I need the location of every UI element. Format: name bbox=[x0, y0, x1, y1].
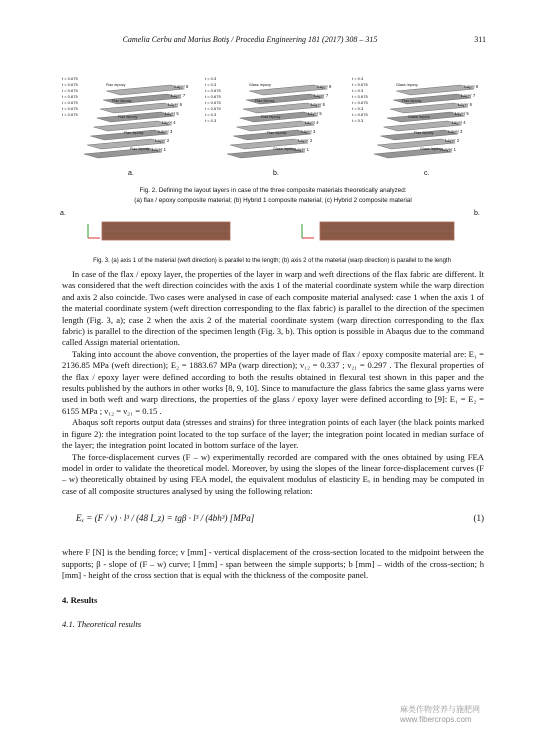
specimen-mesh-b bbox=[298, 212, 458, 242]
watermark-line2: www.fibercrops.com bbox=[400, 715, 472, 724]
material-label: Flax /epoxy bbox=[124, 131, 144, 135]
layer-label: Layer 5 bbox=[307, 111, 322, 116]
paragraph-1: In case of the flax / epoxy layer, the properties of the layer in warp and weft directions of the flax fabric are different. It was considered that the weft direction coincides with the axis 1 of the material coordinate system while the warp direction and axis 2 also coincide. Two cases were analysed in case of each composite material analysed: case 1 when the axis 1 of the material coordinate system (weft direction corresponding to the flax fabric) is parallel to the direction of the specimen length (Fig. 3, a); case 2 when the axis 2 of the material coordinate system (warp direction corresponding to the flax fabric) is parallel to the direction of the specimen length (Fig. 3, b). This option is possible in Abaqus due to the command called Assign material orientation. bbox=[62, 269, 484, 348]
figure-3-label-a: a. bbox=[60, 210, 66, 217]
figure-2-caption bbox=[60, 186, 486, 206]
layer-label: Layer 5 bbox=[164, 111, 179, 116]
material-label: Flax /epoxy bbox=[130, 147, 150, 151]
material-label: Glass /epoxy bbox=[420, 147, 442, 151]
layer-label: Layer 1 bbox=[295, 147, 309, 152]
thickness-label: t = 0.675 bbox=[352, 100, 368, 105]
layer-label: Layer 7 bbox=[461, 93, 476, 98]
section-heading: 4. Results bbox=[62, 595, 98, 606]
thickness-label: t = 0.3 bbox=[352, 106, 364, 111]
thickness-label: t = 0.3 bbox=[205, 76, 217, 81]
layer-label: Layer 5 bbox=[454, 111, 469, 116]
material-label: Flax /epoxy bbox=[402, 99, 422, 103]
thickness-label: t = 0.675 bbox=[62, 94, 78, 99]
layer-label: Layer 6 bbox=[311, 102, 325, 107]
paragraph-4: The force-displacement curves (F – w) experimentally recorded are compared with the ones obtained by using FEA model in order to validate the theoretical model. Moreover, by using the slopes of the linear force-displacement curves (F – w) theoretically obtained by using FEA model, the equivalent modulus of elasticity Eₓ in bending may be computed in case of all composite structures analysed by using the following relation: bbox=[62, 451, 484, 496]
figure-2-caption-line1: Fig. 2. Defining the layout layers in case of the three composite materials theoretically analyzed: bbox=[139, 187, 407, 194]
thickness-label: t = 0.675 bbox=[62, 112, 78, 117]
watermark bbox=[400, 705, 480, 725]
thickness-label: t = 0.3 bbox=[205, 112, 217, 117]
figure-3-label-b: b. bbox=[474, 210, 480, 217]
thickness-label: t = 0.3 bbox=[352, 76, 364, 81]
layer-label: Layer 6 bbox=[168, 102, 182, 107]
layer-label: Layer 1 bbox=[442, 147, 456, 152]
material-label: Glass /epoxy bbox=[396, 83, 418, 87]
layer-stack-diagram-b bbox=[203, 58, 343, 168]
layer-label: Layer 8 bbox=[174, 84, 189, 89]
material-label: Glass /epoxy bbox=[273, 147, 295, 151]
thickness-label: t = 0.675 bbox=[62, 76, 78, 81]
layer-label: Layer 4 bbox=[451, 120, 466, 125]
layer-label: Layer 7 bbox=[171, 93, 186, 98]
thickness-label: t = 0.675 bbox=[205, 100, 221, 105]
body-text bbox=[62, 269, 484, 630]
watermark-line1: 麻类作物营养与施肥网 bbox=[400, 705, 480, 714]
figure-3 bbox=[60, 208, 486, 248]
equation-1 bbox=[62, 503, 484, 539]
thickness-label: t = 0.675 bbox=[205, 88, 221, 93]
material-label: Flax /epoxy bbox=[414, 131, 434, 135]
layer-label: Layer 1 bbox=[152, 147, 166, 152]
figure-2-panel-a bbox=[60, 58, 200, 168]
layer-label: Layer 3 bbox=[158, 129, 173, 134]
figure-3-caption: Fig. 3. (a) axis 1 of the material (weft direction) is parallel to the length; (b) axis 2 of the material (warp direction) is parallel to the length bbox=[93, 258, 451, 264]
paragraph-5: where F [N] is the bending force; v [mm] - vertical displacement of the cross-section located to the midpoint between the supports; β - slope of (F – w) curve; l [mm] - span between the simple supports; b [mm] – width of the cross-section; h [mm] - height of the cross section that is equal with the thickness of the composite panel. bbox=[62, 547, 484, 580]
layer-stack-diagram-c bbox=[350, 58, 490, 168]
page-number: 311 bbox=[474, 35, 486, 44]
thickness-label: t = 0.675 bbox=[62, 82, 78, 87]
material-label: Flax /epoxy bbox=[118, 115, 138, 119]
panel-label-c: c. bbox=[424, 170, 430, 177]
material-label: Flax /epoxy bbox=[112, 99, 132, 103]
thickness-label: t = 0.3 bbox=[205, 118, 217, 123]
figure-2 bbox=[60, 58, 486, 183]
page-header bbox=[60, 35, 486, 44]
material-label: Flax /epoxy bbox=[267, 131, 287, 135]
equation-text: Eₓ = (F / v) · l³ / (48 I_z) = tgβ · l³ / (4bh³) [MPa] bbox=[76, 513, 255, 524]
layer-label: Layer 3 bbox=[301, 129, 316, 134]
figure-2-panel-b bbox=[203, 58, 343, 168]
subsection-heading: 4.1. Theoretical results bbox=[62, 618, 142, 629]
layer-stack-diagram-a bbox=[60, 58, 200, 168]
panel-label-a: a. bbox=[128, 170, 134, 177]
thickness-label: t = 0.675 bbox=[205, 106, 221, 111]
layer-label: Layer 3 bbox=[448, 129, 463, 134]
panel-label-b: b. bbox=[273, 170, 279, 177]
thickness-label: t = 0.675 bbox=[352, 94, 368, 99]
thickness-label: t = 0.675 bbox=[62, 88, 78, 93]
layer-slab bbox=[84, 148, 162, 158]
material-label: Flax /epoxy bbox=[255, 99, 275, 103]
paragraph-2: Taking into account the above convention, the properties of the layer made of flax / epoxy composite material are: E₁ = 2136.85 MPa (weft direction); E₂ = 1883.67 MPa (warp direction); ν₁₂ = 0.337 ; ν₂₁ = 0.297 . The flexural properties of the flax / epoxy layer were defined according to both the results obtained in flexural test shown in this paper and the results published by the authors in other works [8, 9, 10]. Since to manufacture the glass fabrics the same glass yarns were used in both weft and warp directions, the properties of the glass / epoxy layer were defined according to [9]: E₁ = E₂ = 6155 MPa ; ν₁₂ = ν₂₁ = 0.15 . bbox=[62, 348, 484, 416]
layer-label: Layer 7 bbox=[314, 93, 329, 98]
thickness-label: t = 0.3 bbox=[352, 88, 364, 93]
layer-label: Layer 8 bbox=[464, 84, 479, 89]
material-label: Glass /epoxy bbox=[408, 115, 430, 119]
equation-number: (1) bbox=[473, 513, 484, 524]
figure-2-panel-c bbox=[350, 58, 490, 168]
figure-2-caption-line2: (a) flax / epoxy composite material; (b) Hybrid 1 composite material; (c) Hybrid 2 composite material bbox=[134, 197, 412, 204]
layer-label: Layer 6 bbox=[458, 102, 472, 107]
journal-citation: Camelia Cerbu and Marius Botiş / Procedia Engineering 181 (2017) 308 – 315 bbox=[122, 35, 378, 44]
thickness-label: t = 0.675 bbox=[62, 100, 78, 105]
paragraph-3: Abaqus soft reports output data (stresses and strains) for three integration points of each layer (the black points marked in figure 2): the integration point located to the top surface of the layer; the integration point located in median surface of the layer; the integration point located in bottom surface of the layer. bbox=[62, 417, 484, 451]
thickness-label: t = 0.3 bbox=[352, 118, 364, 123]
layer-label: Layer 4 bbox=[304, 120, 319, 125]
layer-label: Layer 2 bbox=[155, 138, 170, 143]
layer-label: Layer 4 bbox=[161, 120, 176, 125]
thickness-label: t = 0.675 bbox=[62, 106, 78, 111]
material-label: Glass /epoxy bbox=[249, 83, 271, 87]
thickness-label: t = 0.675 bbox=[205, 94, 221, 99]
specimen-mesh-a bbox=[84, 212, 234, 242]
material-label: Flax /epoxy bbox=[106, 83, 126, 87]
thickness-label: t = 0.675 bbox=[352, 112, 368, 117]
layer-label: Layer 2 bbox=[445, 138, 460, 143]
material-label: Flax /epoxy bbox=[261, 115, 281, 119]
thickness-label: t = 0.3 bbox=[205, 82, 217, 87]
layer-label: Layer 2 bbox=[298, 138, 313, 143]
layer-label: Layer 8 bbox=[317, 84, 332, 89]
thickness-label: t = 0.675 bbox=[352, 82, 368, 87]
